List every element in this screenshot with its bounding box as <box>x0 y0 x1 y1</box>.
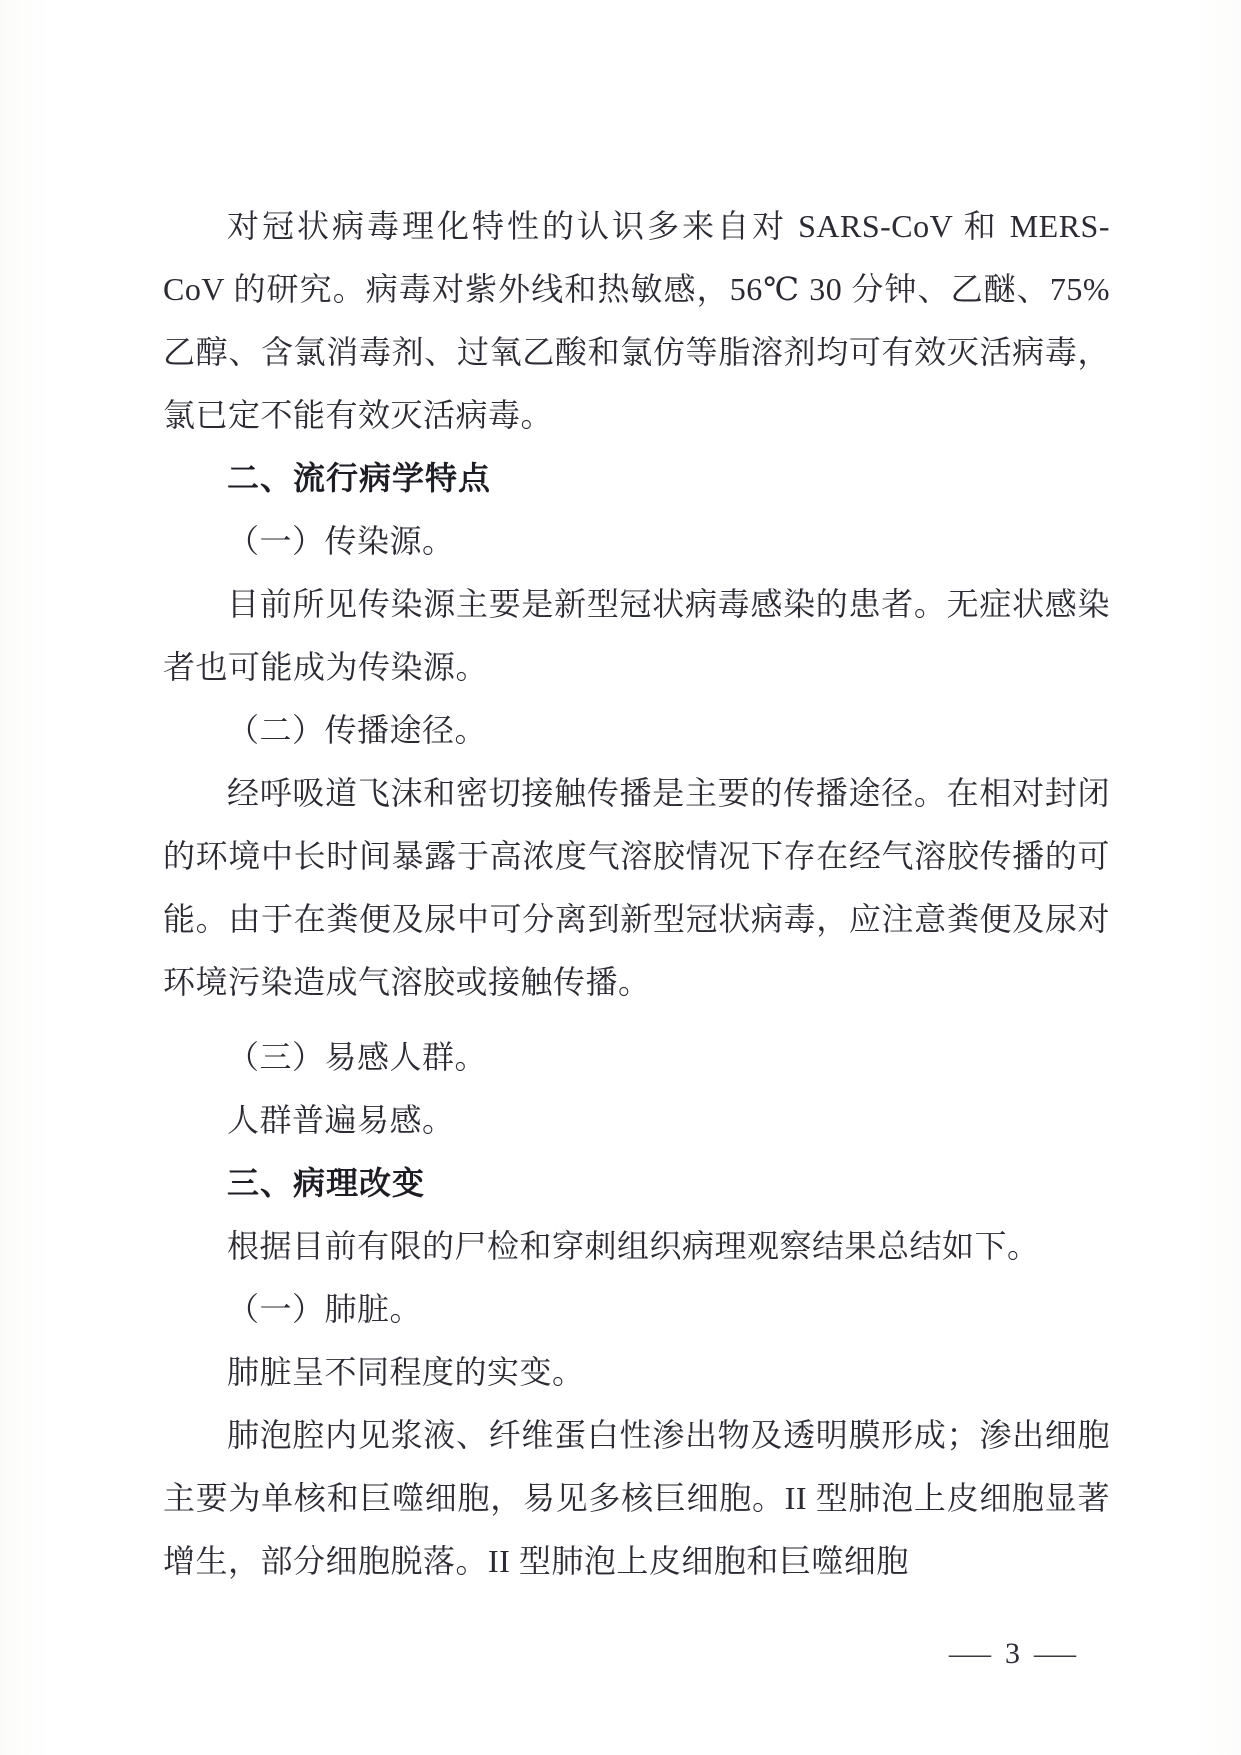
paragraph-susceptibility: 人群普遍易感。 <box>227 1102 455 1138</box>
page-number <box>949 1637 1076 1671</box>
page-number-value: 3 <box>1005 1637 1020 1670</box>
paragraph-alveolar-findings: 肺泡腔内见浆液、纤维蛋白性渗出物及透明膜形成；渗出细胞主要为单核和巨噬细胞，易见多核巨细胞。II 型肺泡上皮细胞显著增生，部分细胞脱落。II 型肺泡上皮细胞和巨噬细胞 <box>163 1417 1110 1579</box>
document-body <box>163 195 1110 1593</box>
paragraph-infection-source-detail: 目前所见传染源主要是新型冠状病毒感染的患者。无症状感染者也可能成为传染源。 <box>163 586 1110 685</box>
page-number-dash-left: — <box>949 1637 991 1670</box>
subheading-transmission-route: （二）传播途径。 <box>227 712 488 748</box>
subheading-source-of-infection: （一）传染源。 <box>227 523 455 559</box>
subheading-susceptible-population: （三）易感人群。 <box>227 1039 488 1075</box>
page-number-dash-right: — <box>1034 1637 1076 1670</box>
paragraph-pathology-intro: 根据目前有限的尸检和穿刺组织病理观察结果总结如下。 <box>227 1228 1040 1264</box>
heading-epidemiological-features: 二、流行病学特点 <box>227 459 492 497</box>
paragraph-transmission-detail: 经呼吸道飞沫和密切接触传播是主要的传播途径。在相对封闭的环境中长时间暴露于高浓度气溶胶情况下存在经气溶胶传播的可能。由于在粪便及尿中可分离到新型冠状病毒，应注意粪便及尿对环境污染造成气溶胶或接触传播。 <box>163 775 1110 1000</box>
paragraph-lung-consolidation: 肺脏呈不同程度的实变。 <box>227 1354 585 1390</box>
subheading-lungs: （一）肺脏。 <box>227 1291 423 1327</box>
heading-pathological-changes: 三、病理改变 <box>227 1164 426 1202</box>
paragraph-physicochemical-properties: 对冠状病毒理化特性的认识多来自对 SARS-CoV 和 MERS-CoV 的研究。病毒对紫外线和热敏感，56℃ 30 分钟、乙醚、75%乙醇、含氯消毒剂、过氧乙酸和氯仿等脂溶剂均可有效灭活病毒，氯已定不能有效灭活病毒。 <box>163 208 1110 433</box>
